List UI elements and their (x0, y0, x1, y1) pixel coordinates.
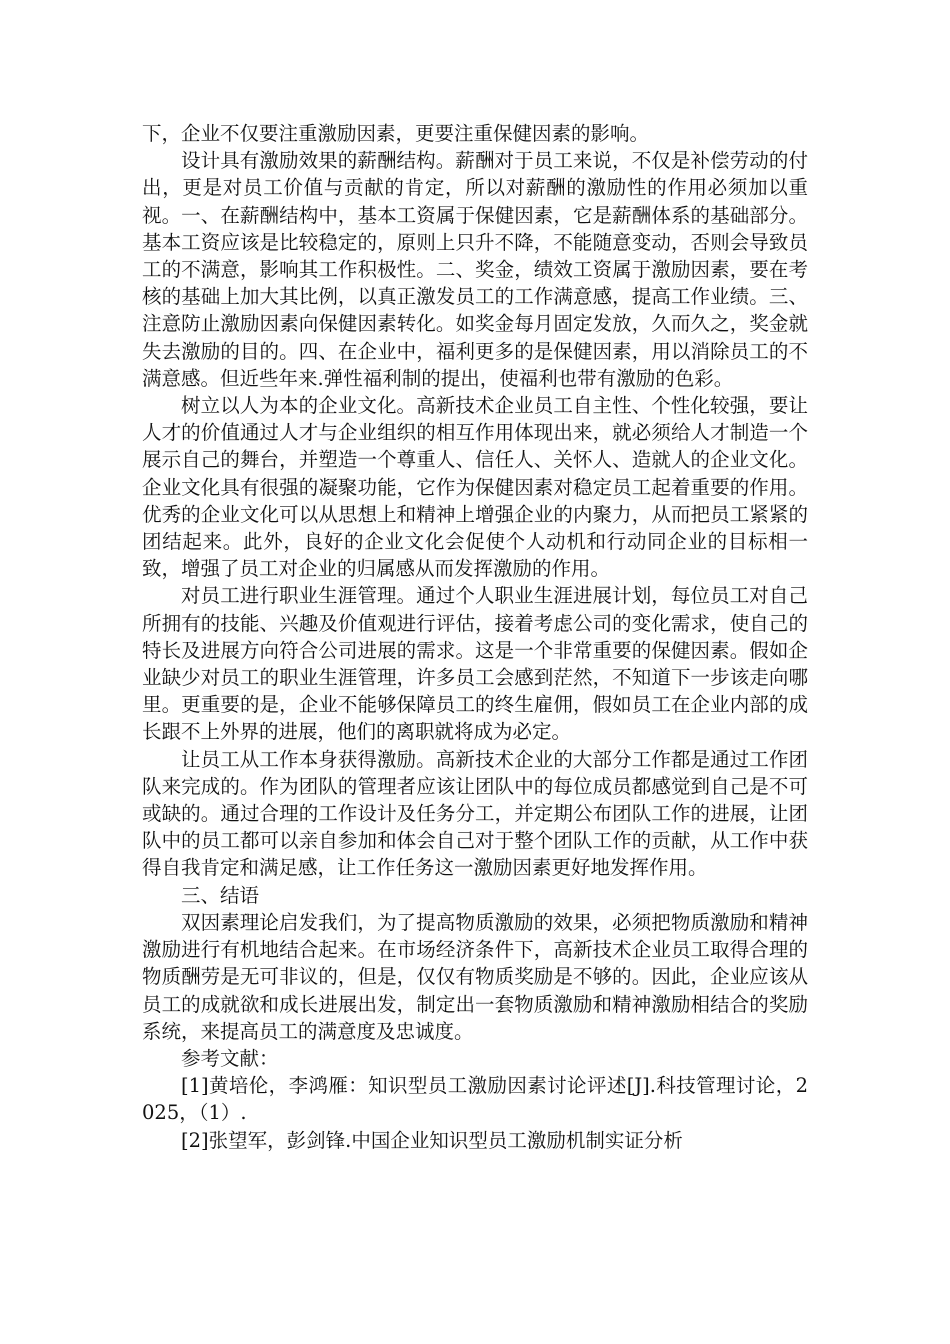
paragraph-work-motivation: 让员工从工作本身获得激励。高新技术企业的大部分工作都是通过工作团队来完成的。作为团队的管理者应该让团队中的每位成员都感觉到自己是不可或缺的。通过合理的工作设计及任务分工，并定期公布团队工作的进展，让团队中的员工都可以亲自参加和体会自己对于整个团队工作的贡献，从工作中获得自我肯定和满足感，让工作任务这一激励因素更好地发挥作用。 (142, 747, 808, 880)
paragraph-career-management: 对员工进行职业生涯管理。通过个人职业生涯进展计划，每位员工对自己所拥有的技能、兴趣及价值观进行评估，接着考虑公司的变化需求，使自己的特长及进展方向符合公司进展的需求。这是一个非常重要的保健因素。假如企业缺少对员工的职业生涯管理，许多员工会感到茫然，不知道下一步该走向哪里。更重要的是，企业不能够保障员工的终生雇佣，假如员工在企业内部的成长跟不上外界的进展，他们的离职就将成为必定。 (142, 584, 808, 744)
paragraph-continuation: 下，企业不仅要注重激励因素，更要注重保健因素的影响。 (142, 122, 650, 145)
paragraph-corporate-culture: 树立以人为本的企业文化。高新技术企业员工自主性、个性化较强，要让人才的价值通过人才与企业组织的相互作用体现出来，就必须给人才制造一个展示自己的舞台，并塑造一个尊重人、信任人、关怀人、造就人的企业文化。企业文化具有很强的凝聚功能，它作为保健因素对稳定员工起着重要的作用。优秀的企业文化可以从思想上和精神上增强企业的内聚力，从而把员工紧紧的团结起来。此外，良好的企业文化会促使个人动机和行动同企业的目标相一致，增强了员工对企业的归属感从而发挥激励的作用。 (142, 394, 808, 581)
document-body (142, 120, 808, 1154)
paragraph-conclusion: 双因素理论启发我们，为了提高物质激励的效果，必须把物质激励和精神激励进行有机地结合起来。在市场经济条件下，高新技术企业员工取得合理的物质酬劳是无可非议的，但是，仅仅有物质奖励是不够的。因此，企业应该从员工的成就欲和成长进展出发，制定出一套物质激励和精神激励相结合的奖励系统，来提高员工的满意度及忠诚度。 (142, 910, 808, 1043)
reference-item-2: [2]张望军，彭剑锋.中国企业知识型员工激励机制实证分析 (181, 1128, 683, 1152)
paragraph-salary-structure: 设计具有激励效果的薪酬结构。薪酬对于员工来说，不仅是补偿劳动的付出，更是对员工价值与贡献的肯定，所以对薪酬的激励性的作用必须加以重视。一、在薪酬结构中，基本工资属于保健因素，它是薪酬体系的基础部分。基本工资应该是比较稳定的，原则上只升不降，不能随意变动，否则会导致员工的不满意，影响其工作积极性。二、奖金，绩效工资属于激励因素，要在考核的基础上加大其比例，以真正激发员工的工作满意感，提高工作业绩。三、注意防止激励因素向保健因素转化。如奖金每月固定发放，久而久之，奖金就失去激励的目的。四、在企业中，福利更多的是保健因素，用以消除员工的不满意感。但近些年来.弹性福利制的提出，使福利也带有激励的色彩。 (142, 149, 808, 390)
references-heading: 参考文献： (181, 1046, 279, 1070)
reference-item-1: [1]黄培伦，李鸿雁：知识型员工激励因素讨论评述[J].科技管理讨论，2025，（1）. (142, 1074, 808, 1125)
section-heading-conclusion: 三、结语 (181, 883, 260, 907)
